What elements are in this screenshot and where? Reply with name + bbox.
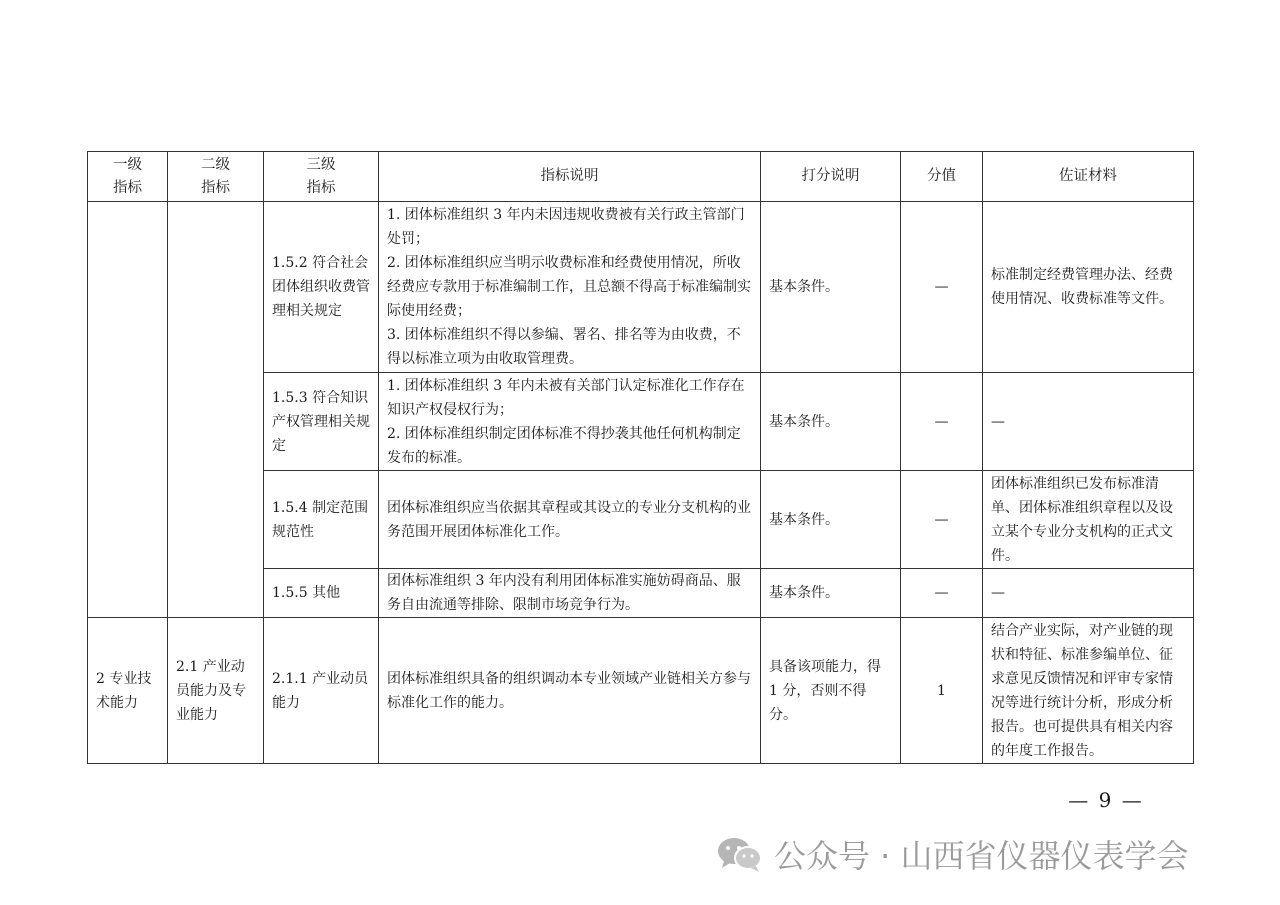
description-item: 团体标准组织应当依据其章程或其设立的专业分支机构的业务范围开展团体标准化工作。 [387, 499, 751, 540]
header-description: 指标说明 [379, 152, 761, 202]
table-row [88, 202, 1194, 373]
score-cell: — [901, 202, 983, 373]
page-number: — 9 — [1068, 788, 1144, 812]
description-cell [379, 569, 761, 618]
scoring-cell: 基本条件。 [761, 202, 901, 373]
description-cell [379, 471, 761, 569]
watermark [716, 832, 1189, 876]
description-item: 3. 团体标准组织不得以参编、署名、排名等为由收费，不得以标准立项为由收取管理费。 [387, 327, 741, 367]
wechat-icon [716, 834, 764, 874]
header-evidence: 佐证材料 [983, 152, 1194, 202]
description-item: 团体标准组织 3 年内没有利用团体标准实施妨碍商品、服务自由流通等排除、限制市场竞争行为。 [387, 573, 741, 613]
header-level2: 二级 指标 [168, 152, 264, 202]
evidence-cell: 团体标准组织已发布标准清单、团体标准组织章程以及设立某个专业分支机构的正式文件。 [983, 471, 1194, 569]
level1-cell: 2 专业技术能力 [88, 618, 168, 764]
scoring-cell: 具备该项能力，得 1 分，否则不得分。 [761, 618, 901, 764]
indicator-table [87, 151, 1194, 764]
scoring-cell: 基本条件。 [761, 569, 901, 618]
watermark-text: 公众号 · 山西省仪器仪表学会 [774, 837, 1189, 875]
description-cell [379, 202, 761, 373]
score-cell: 1 [901, 618, 983, 764]
header-level1: 一级 指标 [88, 152, 168, 202]
score-cell: — [901, 373, 983, 471]
description-cell [379, 373, 761, 471]
level2-cell [168, 202, 264, 618]
level3-cell: 1.5.4 制定范围规范性 [264, 471, 379, 569]
description-cell [379, 618, 761, 764]
description-item: 1. 团体标准组织 3 年内未因违规收费被有关行政主管部门处罚； [387, 207, 745, 247]
level2-cell: 2.1 产业动员能力及专业能力 [168, 618, 264, 764]
description-item: 2. 团体标准组织制定团体标准不得抄袭其他任何机构制定发布的标准。 [387, 425, 741, 466]
description-item: 2. 团体标准组织应当明示收费标准和经费使用情况，所收经费应专款用于标准编制工作，且总额不得高于标准编制实际使用经费； [387, 255, 751, 319]
score-cell: — [901, 569, 983, 618]
header-score: 分值 [901, 152, 983, 202]
table-row [88, 618, 1194, 764]
scoring-cell: 基本条件。 [761, 471, 901, 569]
level1-cell [88, 202, 168, 618]
level3-cell: 1.5.3 符合知识产权管理相关规定 [264, 373, 379, 471]
description-item: 团体标准组织具备的组织调动本专业领域产业链相关方参与标准化工作的能力。 [387, 670, 751, 711]
level3-cell: 1.5.2 符合社会团体组织收费管理相关规定 [264, 202, 379, 373]
header-level3: 三级 指标 [264, 152, 379, 202]
evidence-cell: — [983, 373, 1194, 471]
scoring-cell: 基本条件。 [761, 373, 901, 471]
evidence-cell: 结合产业实际，对产业链的现状和特征、标准参编单位、征求意见反馈情况和评审专家情况等进行统计分析，形成分析报告。也可提供具有相关内容的年度工作报告。 [983, 618, 1194, 764]
evidence-cell: — [983, 569, 1194, 618]
level3-cell: 2.1.1 产业动员能力 [264, 618, 379, 764]
table-header-row [88, 152, 1194, 202]
evidence-cell: 标准制定经费管理办法、经费使用情况、收费标准等文件。 [983, 202, 1194, 373]
description-item: 1. 团体标准组织 3 年内未被有关部门认定标准化工作存在知识产权侵权行为； [387, 377, 745, 418]
header-scoring: 打分说明 [761, 152, 901, 202]
score-cell: — [901, 471, 983, 569]
level3-cell: 1.5.5 其他 [264, 569, 379, 618]
